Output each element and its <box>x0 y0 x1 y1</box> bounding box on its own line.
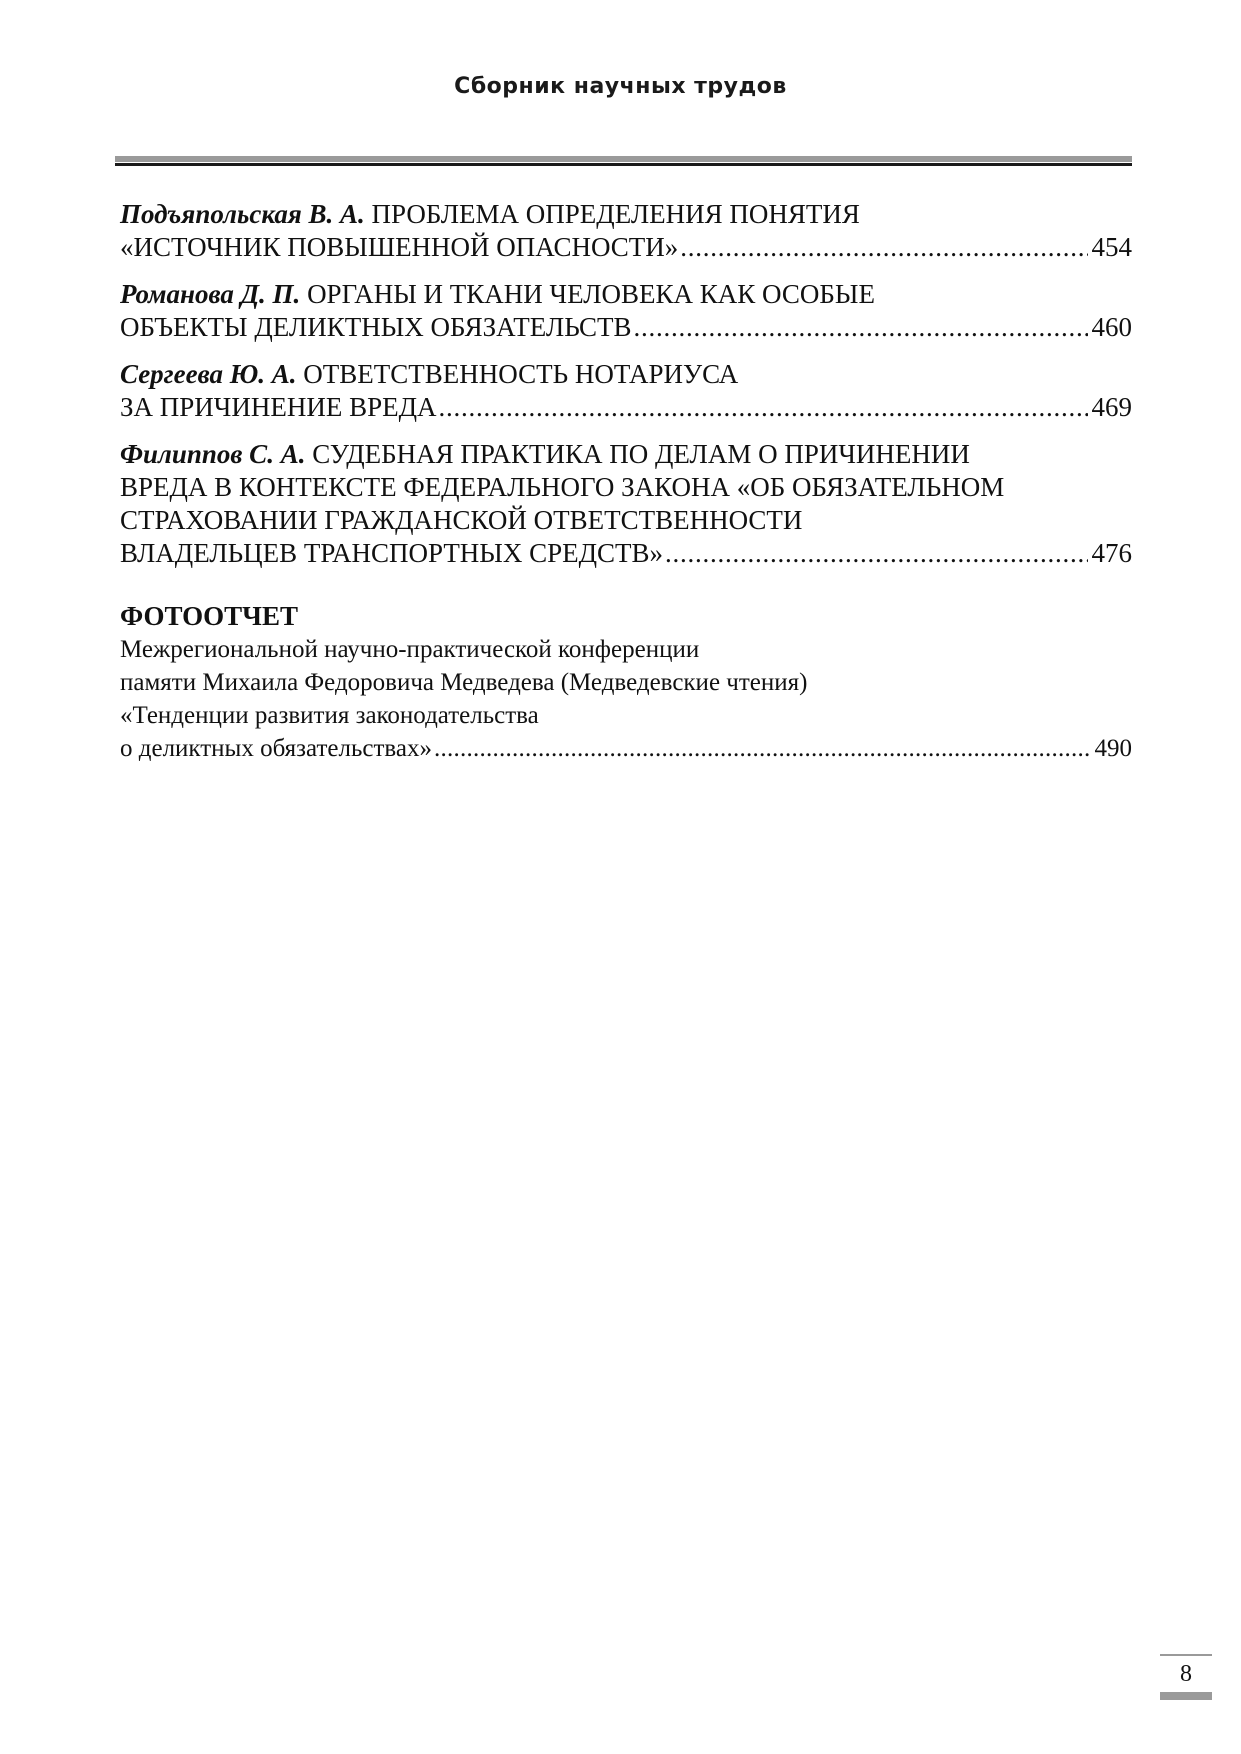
toc-entry-title: СУДЕБНАЯ ПРАКТИКА ПО ДЕЛАМ О ПРИЧИНЕНИИ <box>312 439 970 469</box>
header-rule <box>115 156 1132 166</box>
toc-entry-title-end: ЗА ПРИЧИНЕНИЕ ВРЕДА <box>120 392 437 422</box>
header-rule-thick <box>115 156 1132 162</box>
running-header: Сборник научных трудов <box>454 74 787 99</box>
toc-entry-page: 476 <box>1091 538 1132 568</box>
table-of-contents <box>120 198 1132 765</box>
toc-entry-first-line <box>120 438 1132 471</box>
toc-entry-first-line <box>120 278 1132 311</box>
toc-entry-title: ПРОБЛЕМА ОПРЕДЕЛЕНИЯ ПОНЯТИЯ <box>371 199 860 229</box>
toc-entry-page: 469 <box>1091 392 1132 422</box>
toc-entry-first-line <box>120 198 1132 231</box>
photo-report-line: Межрегиональной научно-практической конференции <box>120 636 700 663</box>
toc-entry-first-line <box>120 358 1132 391</box>
dot-leader <box>680 231 1087 264</box>
toc-entry[interactable] <box>120 358 1132 424</box>
toc-entry-page: 460 <box>1091 312 1132 342</box>
toc-entry-middle-line: СТРАХОВАНИИ ГРАЖДАНСКОЙ ОТВЕТСТВЕННОСТИ <box>120 505 803 535</box>
photo-report-last-line <box>120 732 1132 765</box>
dot-leader <box>665 537 1087 570</box>
toc-entry-author: Филиппов С. А. <box>120 439 306 469</box>
toc-entry[interactable] <box>120 278 1132 344</box>
page-number-box <box>1160 1654 1212 1700</box>
toc-entry-title-end: «ИСТОЧНИК ПОВЫШЕННОЙ ОПАСНОСТИ» <box>120 232 679 262</box>
photo-report-line: памяти Михаила Федоровича Медведева (Медведевские чтения) <box>120 669 808 696</box>
toc-entry-title: ОРГАНЫ И ТКАНИ ЧЕЛОВЕКА КАК ОСОБЫЕ <box>307 279 875 309</box>
dot-leader <box>439 391 1088 424</box>
toc-entry-title-end: ОБЪЕКТЫ ДЕЛИКТНЫХ ОБЯЗАТЕЛЬСТВ <box>120 312 632 342</box>
toc-entry[interactable] <box>120 438 1132 570</box>
toc-entry-last-line <box>120 391 1132 424</box>
photo-report-title: ФОТООТЧЕТ <box>120 601 299 631</box>
toc-entry-page: 454 <box>1091 232 1132 262</box>
page-number: 8 <box>1180 1661 1192 1687</box>
photo-report-title-end: о деликтных обязательствах» <box>120 735 432 762</box>
dot-leader <box>434 732 1091 765</box>
header-rule-thin <box>115 163 1132 166</box>
toc-entry-last-line <box>120 311 1132 344</box>
toc-entry[interactable] <box>120 198 1132 264</box>
photo-report-entry[interactable] <box>120 600 1132 765</box>
toc-entry-middle-line: ВРЕДА В КОНТЕКСТЕ ФЕДЕРАЛЬНОГО ЗАКОНА «ОБ ОБЯЗАТЕЛЬНОМ <box>120 472 1005 502</box>
photo-report-line: «Тенденции развития законодательства <box>120 702 539 729</box>
toc-entry-last-line <box>120 231 1132 264</box>
toc-entry-title: ОТВЕТСТВЕННОСТЬ НОТАРИУСА <box>303 359 739 389</box>
dot-leader <box>634 311 1088 344</box>
page-number-bottom-rule <box>1160 1692 1212 1700</box>
photo-report-page: 490 <box>1094 735 1132 762</box>
toc-entry-author: Сергеева Ю. А. <box>120 359 297 389</box>
toc-entry-author: Подъяпольская В. А. <box>120 199 365 229</box>
toc-entry-last-line <box>120 537 1132 570</box>
toc-entry-title-end: ВЛАДЕЛЬЦЕВ ТРАНСПОРТНЫХ СРЕДСТВ» <box>120 538 664 568</box>
toc-entry-author: Романова Д. П. <box>120 279 301 309</box>
